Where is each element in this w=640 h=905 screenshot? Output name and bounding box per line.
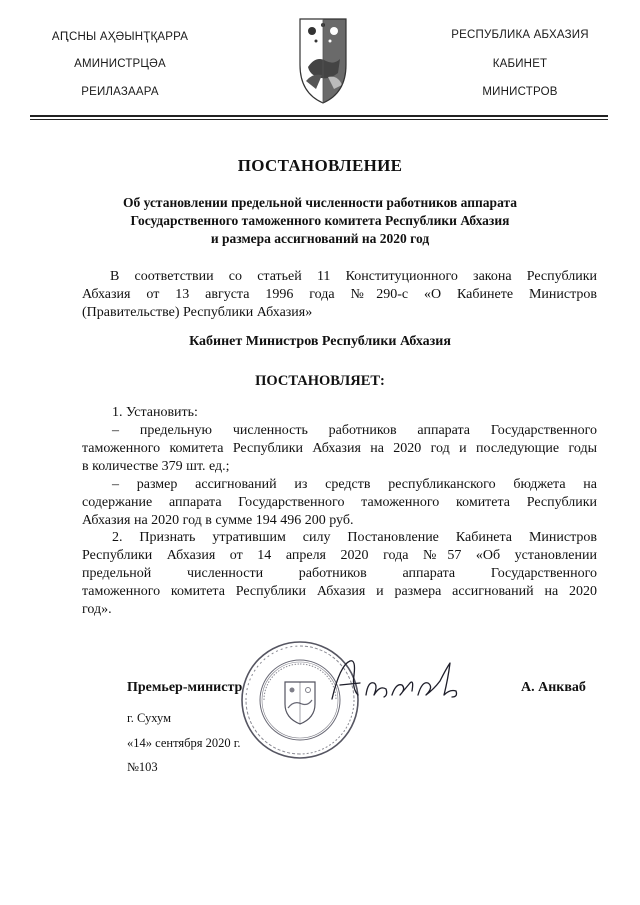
item-1-a-line: таможенного комитета Республики Абхазия на 2020 год и последующие годы <box>82 441 597 456</box>
item-2 <box>82 529 597 619</box>
date: «14» сентября 2020 г. <box>127 736 241 750</box>
item-1-b <box>82 476 597 530</box>
item-1-b-line: – размер ассигнований из средств республиканского бюджета на <box>112 477 597 492</box>
item-1-a-line: – предельную численность работников аппарата Государственного <box>112 423 597 438</box>
preamble-line: Абхазия от 13 августа 1996 года №290-с «О Кабинете Министров <box>82 287 597 302</box>
header-right-line-2: КАБИНЕТ <box>492 58 548 70</box>
signer-position: Премьер-министр <box>127 680 243 695</box>
header-rule-thick <box>30 115 608 117</box>
item-2-line: год». <box>82 602 112 617</box>
item-2-line: таможенного комитета Республики Абхазия и размера ассигнований на 2020 <box>82 584 597 599</box>
issuing-body: Кабинет Министров Республики Абхазия <box>189 334 451 349</box>
document-number: №103 <box>127 760 158 774</box>
preamble-line: (Правительстве) Республики Абхазия» <box>82 305 313 320</box>
header-left-line-2: АМИНИСТРЦӘА <box>74 58 166 70</box>
header-left-line-1: АԤСНЫ АҲӘЫНҬҚАРРА <box>51 31 189 43</box>
item-1-a-line: в количестве 379 шт. ед.; <box>82 459 230 474</box>
document-title: ПОСТАНОВЛЕНИЕ <box>237 156 403 175</box>
decree-word: ПОСТАНОВЛЯЕТ: <box>255 373 385 389</box>
signer-name: А. Анкваб <box>521 680 586 695</box>
item-1-a <box>82 422 597 476</box>
item-1-b-line: содержание аппарата Государственного таможенного комитета Республики <box>82 495 597 510</box>
item-1-heading: 1. Установить: <box>112 405 198 420</box>
item-2-line: предельной численности работников аппарата Государственного <box>82 566 597 581</box>
subject-line: Об установлении предельной численности работников аппарата <box>122 195 518 210</box>
document-subject <box>60 194 580 248</box>
subject-line: и размера ассигнований на 2020 год <box>210 231 430 246</box>
item-2-line: Республики Абхазия от 14 апреля 2020 года №57 «Об установлении <box>82 548 597 563</box>
item-2-line: 2. Признать утратившим силу Постановление Кабинета Министров <box>112 530 597 545</box>
header-right-line-3: МИНИСТРОВ <box>482 86 558 98</box>
place: г. Сухум <box>127 711 172 725</box>
subject-line: Государственного таможенного комитета Республики Абхазия <box>130 213 510 228</box>
item-1-b-line: Абхазия на 2020 год в сумме 194 496 200 руб. <box>82 513 354 528</box>
header-left-line-3: РЕИЛАЗААРА <box>81 86 159 98</box>
preamble-line: В соответствии со статьей 11 Конституционного закона Республики <box>110 269 597 284</box>
header-rule-thin <box>30 119 608 120</box>
header-right-line-1: РЕСПУБЛИКА АБХАЗИЯ <box>451 29 589 41</box>
preamble <box>82 268 597 322</box>
coat-of-arms-emblem <box>298 15 348 105</box>
handwritten-signature <box>326 655 476 707</box>
